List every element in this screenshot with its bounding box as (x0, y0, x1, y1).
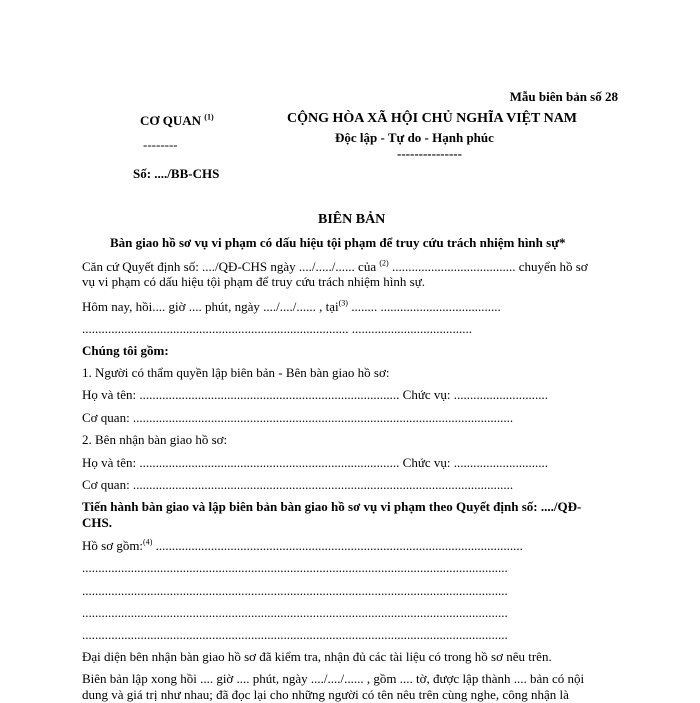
country-name: CỘNG HÒA XÃ HỘI CHỦ NGHĨA VIỆT NAM (287, 111, 578, 126)
documents-line: ................................................................................................................................... (82, 627, 508, 642)
motto-separator: --------------- (397, 146, 462, 161)
agency-note: (1) (204, 112, 214, 122)
form-label: Mẫu biên bản số 28 (509, 89, 618, 104)
basis-line-2: vụ vi phạm có dấu hiệu tội phạm để truy cứu trách nhiệm hình sự. (82, 274, 425, 289)
time-place-line-1 (82, 299, 501, 315)
time-place-text: Hôm nay, hồi.... giờ .... phút, ngày ..../..../...... , tại (82, 299, 339, 314)
documents-line: ................................................................................................................................... (82, 583, 508, 598)
document-subtitle: Bàn giao hồ sơ vụ vi phạm có dấu hiệu tội phạm để truy cứu trách nhiệm hình sự* (110, 235, 566, 250)
documents-label: Hồ sơ gồm: (82, 538, 144, 553)
handover-line-1: Tiến hành bàn giao và lập biên bản bàn giao hồ sơ vụ vi phạm theo Quyết định số: ..../QĐ- (82, 499, 582, 514)
handover-line-2: CHS. (82, 515, 112, 530)
basis-text: Căn cứ Quyết định số: ..../QĐ-CHS ngày ..../...../...... của (82, 259, 377, 274)
time-place-line-2: .................................................................................. ..................................... (82, 321, 472, 336)
time-place-text-2: ........ ..................................... (347, 299, 501, 314)
basis-text-2: ...................................... chuyển hồ sơ (388, 259, 588, 274)
document-number: Số: ..../BB-CHS (133, 166, 220, 181)
agency-separator: -------- (143, 137, 178, 152)
receipt-statement: Đại diện bên nhận bàn giao hồ sơ đã kiểm tra, nhận đủ các tài liệu có trong hồ sơ nêu trên. (82, 649, 552, 664)
party2-name-line: Họ và tên: ................................................................................ Chức vụ: ............................. (82, 455, 549, 470)
documents-line: ................................................................................................................................... (82, 560, 508, 575)
documents-line: ................................................................................................................................... (82, 605, 508, 620)
closing-line-1: Biên bản lập xong hồi .... giờ .... phút, ngày ..../..../...... , gồm .... tờ, được lập thành .... bản có nội (82, 671, 585, 686)
agency-text: CƠ QUAN (140, 113, 202, 128)
national-motto: Độc lập - Tự do - Hạnh phúc (335, 130, 494, 145)
party2-heading: 2. Bên nhận bàn giao hồ sơ: (82, 432, 228, 447)
closing-line-2: dung và giá trị như nhau; đã đọc lại cho những người có tên nêu trên cùng nghe, công nhận là (82, 687, 569, 702)
time-place-note: (3) (338, 298, 348, 308)
documents-first-line: ................................................................................................................. (152, 538, 523, 553)
agency-label (140, 113, 214, 129)
party2-org-line: Cơ quan: ..................................................................................................................... (82, 477, 514, 492)
party1-heading: 1. Người có thẩm quyền lập biên bản - Bên bàn giao hồ sơ: (82, 365, 390, 380)
basis-note: (2) (379, 258, 389, 268)
basis-line-1 (82, 259, 588, 275)
document-title: BIÊN BẢN (318, 212, 386, 227)
party1-name-line: Họ và tên: ................................................................................ Chức vụ: ............................. (82, 387, 549, 402)
party1-org-line: Cơ quan: ..................................................................................................................... (82, 410, 514, 425)
documents-label-line (82, 538, 523, 554)
documents-note: (4) (143, 537, 153, 547)
participants-heading: Chúng tôi gồm: (82, 343, 169, 358)
